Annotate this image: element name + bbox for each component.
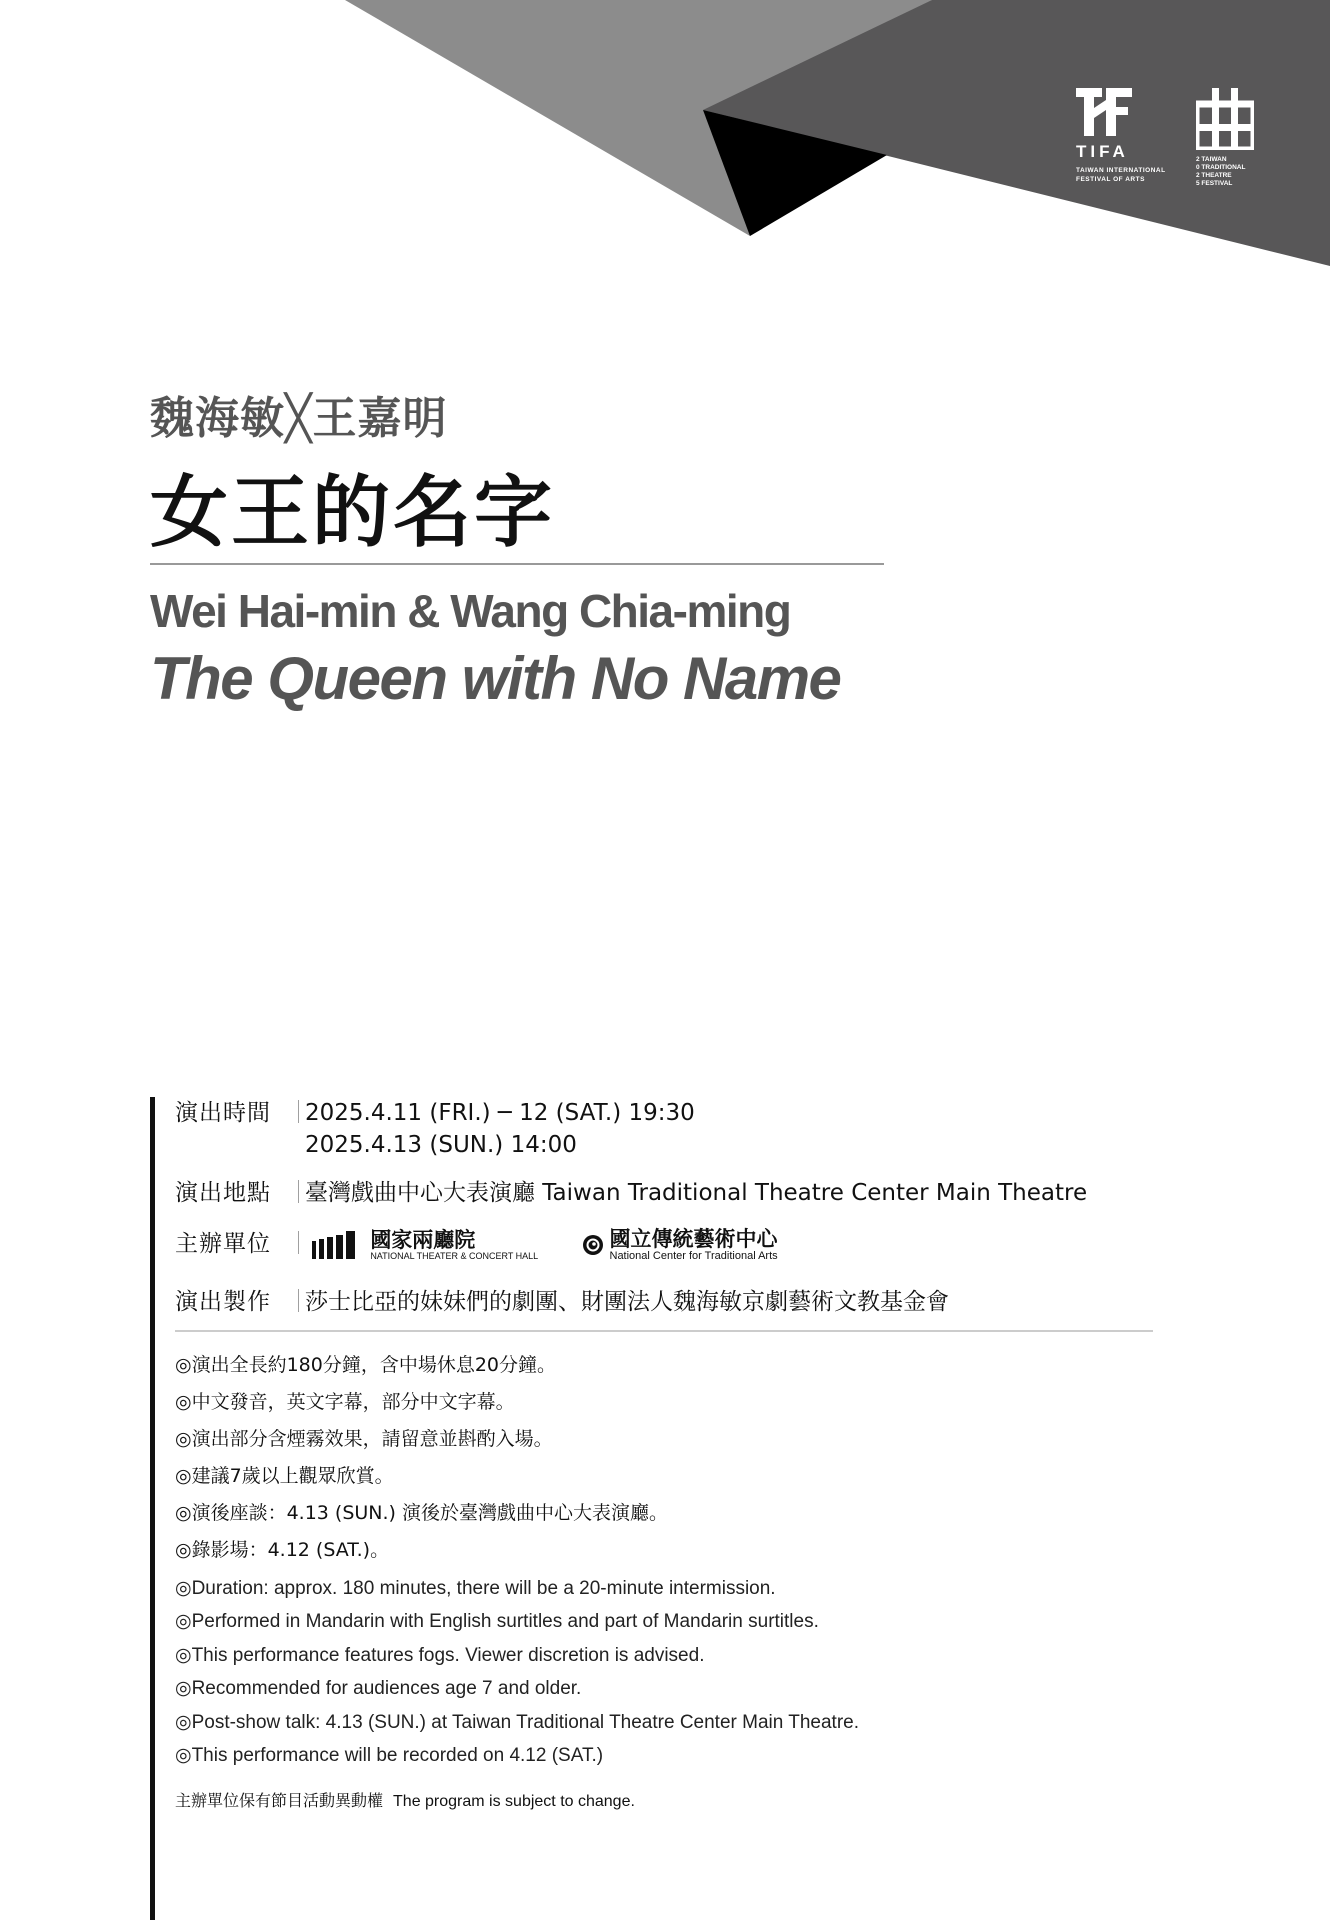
ncfta-name: 國立傳統藝術中心 [609,1225,778,1251]
disclaimer [175,1788,635,1811]
note-zh-item: ◎建議7歲以上觀眾欣賞。 [175,1465,394,1487]
performance-time-label: 演出時間 [175,1100,271,1126]
organizer-label: 主辦單位 [175,1231,271,1257]
note-en-item: ◎Post-show talk: 4.13 (SUN.) at Taiwan Traditional Theatre Center Main Theatre. [175,1711,860,1733]
notes-chinese [175,1347,668,1569]
separator: ｜ [287,1100,310,1126]
title-divider [150,563,884,565]
performance-time-row [175,1094,695,1127]
separator: ｜ [287,1180,310,1206]
artists-chinese: 魏海敏╳王嘉明 [150,393,448,444]
note-zh-item: ◎演後座談：4.13 (SUN.) 演後於臺灣戲曲中心大表演廳。 [175,1502,669,1524]
show-title-chinese: 女王的名字 [150,468,556,558]
ncfta-spiral-icon [582,1234,604,1256]
note-en-item: ◎This performance features fogs. Viewer discretion is advised. [175,1644,705,1666]
performance-time-row-2 [305,1132,577,1158]
venue-row [175,1174,1087,1207]
tifa-wordmark: TIFA [1076,142,1129,161]
show-title-english: The Queen with No Name [150,645,841,712]
disclaimer-english: The program is subject to change. [393,1793,635,1810]
npac-english-name: NATIONAL THEATER & CONCERT HALL [370,1250,539,1261]
production-label: 演出製作 [175,1289,271,1315]
note-zh-item: ◎錄影場：4.12 (SAT.)。 [175,1539,390,1561]
npac-logo [312,1226,539,1261]
disclaimer-chinese: 主辦單位保有節目活動異動權 [175,1791,384,1810]
note-en-item: ◎Performed in Mandarin with English surtitles and part of Mandarin surtitles. [175,1611,819,1633]
organizer-row [175,1225,814,1262]
production-value: 莎士比亞的妹妹們的劇團、財團法人魏海敏京劇藝術文教基金會 [305,1289,949,1315]
tifa-mark-icon [1076,88,1132,136]
note-zh-item: ◎演出全長約180分鐘，含中場休息20分鐘。 [175,1354,557,1376]
qu-character-icon [1196,88,1254,150]
separator: ｜ [287,1289,310,1315]
note-en-item: ◎Duration: approx. 180 minutes, there will be a 20-minute intermission. [175,1578,776,1599]
traditional-theatre-festival-logo [1196,88,1266,188]
note-zh-item: ◎演出部分含煙霧效果，請留意並斟酌入場。 [175,1428,553,1450]
info-vertical-bar [150,1097,155,1920]
separator: ｜ [287,1231,310,1257]
traditional-theatre-festival-subtitle: 2 TAIWAN 0 TRADITIONAL 2 THEATRE 5 FESTIVAL [1196,156,1246,187]
note-zh-item: ◎中文發音，英文字幕，部分中文字幕。 [175,1391,515,1413]
performance-time-value-2: 2025.4.13 (SUN.) 14:00 [305,1132,577,1158]
npac-name: 國家兩廳院 [370,1226,476,1252]
note-en-item: ◎This performance will be recorded on 4.12 (SAT.) [175,1745,604,1767]
npac-bars-icon [312,1231,362,1259]
notes-english [175,1572,859,1772]
venue-value: 臺灣戲曲中心大表演廳 Taiwan Traditional Theatre Center Main Theatre [305,1180,1088,1206]
note-en-item: ◎Recommended for audiences age 7 and older. [175,1678,582,1700]
venue-label: 演出地點 [175,1180,271,1206]
artists-english: Wei Hai-min & Wang Chia-ming [150,585,791,637]
tifa-logo [1076,88,1188,184]
performance-time-value: 2025.4.11 (FRI.) ─ 12 (SAT.) 19:30 [305,1100,695,1126]
info-divider [175,1330,1153,1332]
production-row [175,1283,949,1316]
tifa-subtitle: TAIWAN INTERNATIONAL FESTIVAL OF ARTS [1076,167,1166,183]
ncfta-logo [582,1225,778,1262]
ncfta-english-name: National Center for Traditional Arts [609,1249,778,1262]
